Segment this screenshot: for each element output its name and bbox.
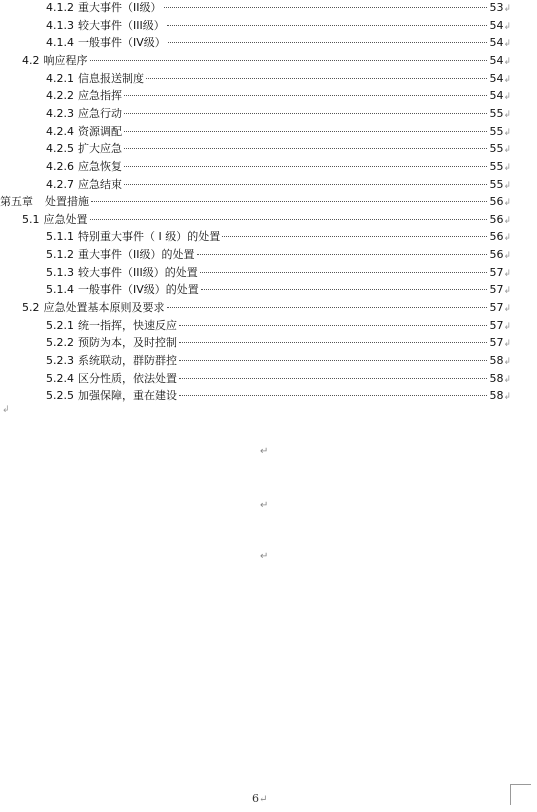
toc-entry[interactable] xyxy=(46,0,511,16)
toc-entry-title xyxy=(46,247,195,263)
toc-dot-leader xyxy=(179,395,487,396)
toc-entry-page: 57 xyxy=(489,301,504,315)
toc-dot-leader xyxy=(124,184,487,185)
toc-entry-text: 一般事件（IV级）的处置 xyxy=(78,283,199,297)
toc-entry-text: 重大事件（II级） xyxy=(78,1,162,14)
toc-entry-page: 55 xyxy=(489,124,504,138)
toc-entry-number: 4.1.3 xyxy=(46,18,74,32)
toc-entry[interactable] xyxy=(0,194,511,210)
toc-entry-page: 55 xyxy=(489,177,504,191)
toc-entry[interactable] xyxy=(46,335,511,351)
toc-dot-leader xyxy=(201,289,488,290)
line-end-mark: ↲ xyxy=(503,92,511,103)
toc-entry-number: 5.2.4 xyxy=(46,371,74,385)
toc-entry-page: 56 xyxy=(489,248,504,262)
toc-entry-text: 应急结束 xyxy=(78,177,122,191)
toc-entry-number: 4.2.7 xyxy=(46,177,74,191)
line-end-mark: ↲ xyxy=(503,286,511,297)
toc-dot-leader xyxy=(167,307,488,308)
toc-entry[interactable] xyxy=(22,300,511,316)
toc-entry-number: 4.2.5 xyxy=(46,142,74,156)
toc-entry-text: 资源调配 xyxy=(78,124,122,138)
toc-entry-title xyxy=(46,335,177,351)
line-end-mark: ↲ xyxy=(503,233,511,244)
toc-entry-page: 57 xyxy=(489,336,504,350)
toc-entry-number: 5.2 xyxy=(22,301,40,315)
toc-entry[interactable] xyxy=(46,388,511,404)
toc-entry-title xyxy=(46,159,122,175)
toc-dot-leader xyxy=(124,95,487,96)
toc-dot-leader xyxy=(124,113,487,114)
toc-dot-leader xyxy=(167,25,488,26)
toc-dot-leader xyxy=(124,166,487,167)
toc-entry-text: 加强保障，重在建设 xyxy=(78,389,177,403)
paragraph-mark: ↵ xyxy=(260,446,269,457)
toc-entry-page: 55 xyxy=(489,142,504,156)
toc-entry-page: 54 xyxy=(489,71,504,85)
toc-dot-leader xyxy=(200,272,488,273)
toc-entry-page: 58 xyxy=(489,354,504,367)
toc-entry[interactable] xyxy=(46,106,511,122)
toc-entry-page: 54 xyxy=(489,53,504,67)
line-end-mark: ↲ xyxy=(503,339,511,350)
toc-entry[interactable] xyxy=(46,247,511,263)
toc-entry[interactable] xyxy=(46,318,511,334)
toc-entry-text: 处置措施 xyxy=(45,195,89,209)
page-corner-mark xyxy=(510,784,531,805)
toc-entry-title xyxy=(46,353,177,369)
toc-entry-number: 5.1.2 xyxy=(46,248,74,262)
paragraph-mark: ↵ xyxy=(259,794,268,805)
toc-dot-leader xyxy=(124,131,487,132)
toc-entry-title xyxy=(22,212,88,228)
toc-entry-title xyxy=(46,388,177,404)
toc-entry-title xyxy=(46,177,122,193)
toc-dot-leader xyxy=(90,219,488,220)
toc-dot-leader xyxy=(146,78,487,79)
paragraph-mark: ↵ xyxy=(260,551,269,562)
toc-entry-page: 58 xyxy=(489,371,504,385)
toc-entry-title xyxy=(46,141,122,157)
toc-entry-number: 4.2.6 xyxy=(46,159,74,173)
page-number xyxy=(252,792,267,805)
toc-dot-leader xyxy=(197,254,488,255)
toc-dot-leader xyxy=(90,60,488,61)
toc-entry-page: 56 xyxy=(489,230,504,244)
toc-entry[interactable] xyxy=(22,53,511,69)
toc-entry-title xyxy=(46,371,177,387)
toc-entry-title xyxy=(46,71,144,87)
toc-entry-text: 应急恢复 xyxy=(78,159,122,173)
toc-entry-number: 第五章 xyxy=(0,195,33,209)
toc-entry-number: 5.2.5 xyxy=(46,389,74,403)
toc-dot-leader xyxy=(124,148,487,149)
toc-entry[interactable] xyxy=(46,141,511,157)
line-end-mark: ↲ xyxy=(503,392,511,403)
toc-entry-title xyxy=(46,265,198,281)
toc-entry-number: 5.2.1 xyxy=(46,318,74,332)
toc-entry-number: 4.2 xyxy=(22,53,40,67)
toc-entry-number: 4.2.3 xyxy=(46,106,74,120)
toc-dot-leader xyxy=(91,201,487,202)
toc-entry-text: 一般事件（IV级） xyxy=(78,36,166,50)
toc-entry-page: 53 xyxy=(489,1,504,14)
toc-entry-text: 应急行动 xyxy=(78,106,122,120)
toc-dot-leader xyxy=(168,42,488,43)
toc-entry-title xyxy=(22,53,88,69)
line-end-mark: ↲ xyxy=(503,180,511,191)
toc-dot-leader xyxy=(179,342,487,343)
line-end-mark: ↲ xyxy=(503,39,511,50)
line-end-mark: ↲ xyxy=(503,321,511,332)
toc-entry-text: 特别重大事件（ I 级）的处置 xyxy=(78,230,221,244)
toc-entry-number: 4.2.4 xyxy=(46,124,74,138)
toc-entry-text: 应急指挥 xyxy=(78,89,122,103)
toc-entry-page: 58 xyxy=(489,389,504,403)
toc-entry[interactable] xyxy=(46,229,511,245)
toc-entry-title xyxy=(46,124,122,140)
toc-entry-page: 57 xyxy=(489,265,504,279)
toc-entry-page: 57 xyxy=(489,318,504,332)
toc-entry-page: 57 xyxy=(489,283,504,297)
toc-entry[interactable] xyxy=(46,371,511,387)
line-end-mark: ↲ xyxy=(503,357,511,367)
toc-entry-number: 4.1.4 xyxy=(46,36,74,50)
toc-dot-leader xyxy=(164,7,488,8)
paragraph-mark: ↵ xyxy=(260,500,269,511)
toc-entry-title xyxy=(46,229,220,245)
toc-entry-title xyxy=(46,282,199,298)
toc-entry[interactable] xyxy=(46,159,511,175)
toc-entry[interactable] xyxy=(46,282,511,298)
toc-entry[interactable] xyxy=(46,353,511,369)
toc-entry-number: 5.1.4 xyxy=(46,283,74,297)
line-end-mark: ↲ xyxy=(503,198,511,209)
line-end-mark: ↲ xyxy=(503,127,511,138)
toc-entry[interactable] xyxy=(46,88,511,104)
toc-entry-title xyxy=(46,35,166,51)
toc-entry[interactable] xyxy=(46,35,511,51)
toc-dot-leader xyxy=(179,360,487,361)
toc-entry[interactable] xyxy=(46,124,511,140)
toc-entry[interactable] xyxy=(46,265,511,281)
line-end-mark: ↲ xyxy=(503,145,511,156)
toc-entry-number: 4.2.2 xyxy=(46,89,74,103)
line-end-mark: ↲ xyxy=(2,405,10,415)
toc-entry-title xyxy=(46,318,177,334)
line-end-mark: ↲ xyxy=(503,109,511,120)
toc-entry-title xyxy=(46,0,162,16)
line-end-mark: ↲ xyxy=(503,162,511,173)
toc-dot-leader xyxy=(222,236,487,237)
toc-entry-number: 5.1 xyxy=(22,212,40,226)
line-end-mark: ↲ xyxy=(503,74,511,85)
toc-entry-title xyxy=(46,106,122,122)
toc-entry-number: 4.2.1 xyxy=(46,71,74,85)
toc-entry-title xyxy=(46,88,122,104)
toc-entry[interactable] xyxy=(46,71,511,87)
line-end-mark: ↲ xyxy=(503,304,511,315)
toc-entry-text: 应急处置 xyxy=(43,212,88,226)
toc-entry-text: 统一指挥，快速反应 xyxy=(78,318,177,332)
toc-entry-text: 预防为本，及时控制 xyxy=(78,336,177,350)
toc-dot-leader xyxy=(179,378,487,379)
toc-entry-page: 56 xyxy=(489,195,504,209)
line-end-mark: ↲ xyxy=(503,56,511,67)
toc-entry-page: 54 xyxy=(489,18,504,32)
toc-entry-title xyxy=(46,18,165,34)
toc-entry-page: 54 xyxy=(489,36,504,50)
toc-entry-text: 较大事件（III级） xyxy=(78,18,165,32)
toc-entry-page: 54 xyxy=(489,89,504,103)
toc-entry-page: 55 xyxy=(489,159,504,173)
toc-entry-title xyxy=(22,300,165,316)
toc-entry[interactable] xyxy=(22,212,511,228)
toc-entry-text: 区分性质，依法处置 xyxy=(78,371,177,385)
toc-entry-page: 56 xyxy=(489,212,504,226)
toc-entry-text: 系统联动，群防群控 xyxy=(78,354,177,367)
toc-entry-number: 5.1.3 xyxy=(46,265,74,279)
line-end-mark: ↲ xyxy=(503,374,511,385)
toc-entry-number: 4.1.2 xyxy=(46,1,74,14)
line-end-mark: ↲ xyxy=(503,215,511,226)
line-end-mark: ↲ xyxy=(503,4,511,14)
toc-entry-text: 响应程序 xyxy=(43,53,88,67)
toc-entry-number: 5.2.2 xyxy=(46,336,74,350)
toc-entry-text: 重大事件（II级）的处置 xyxy=(78,248,195,262)
toc-entry-number: 5.1.1 xyxy=(46,230,74,244)
toc-dot-leader xyxy=(179,325,487,326)
line-end-mark: ↲ xyxy=(503,268,511,279)
page-number-text: 6 xyxy=(252,792,259,805)
line-end-mark: ↲ xyxy=(503,21,511,32)
toc-entry-text: 较大事件（III级）的处置 xyxy=(78,265,198,279)
line-end-mark: ↲ xyxy=(503,251,511,262)
toc-entry[interactable] xyxy=(46,18,511,34)
toc-entry-page: 55 xyxy=(489,106,504,120)
toc-entry-text: 扩大应急 xyxy=(78,142,122,156)
toc-entry[interactable] xyxy=(46,177,511,193)
toc-entry-title xyxy=(0,194,89,210)
toc-entry-text: 信息报送制度 xyxy=(78,71,144,85)
toc-entry-number: 5.2.3 xyxy=(46,354,74,367)
toc-entry-text: 应急处置基本原则及要求 xyxy=(43,301,165,315)
